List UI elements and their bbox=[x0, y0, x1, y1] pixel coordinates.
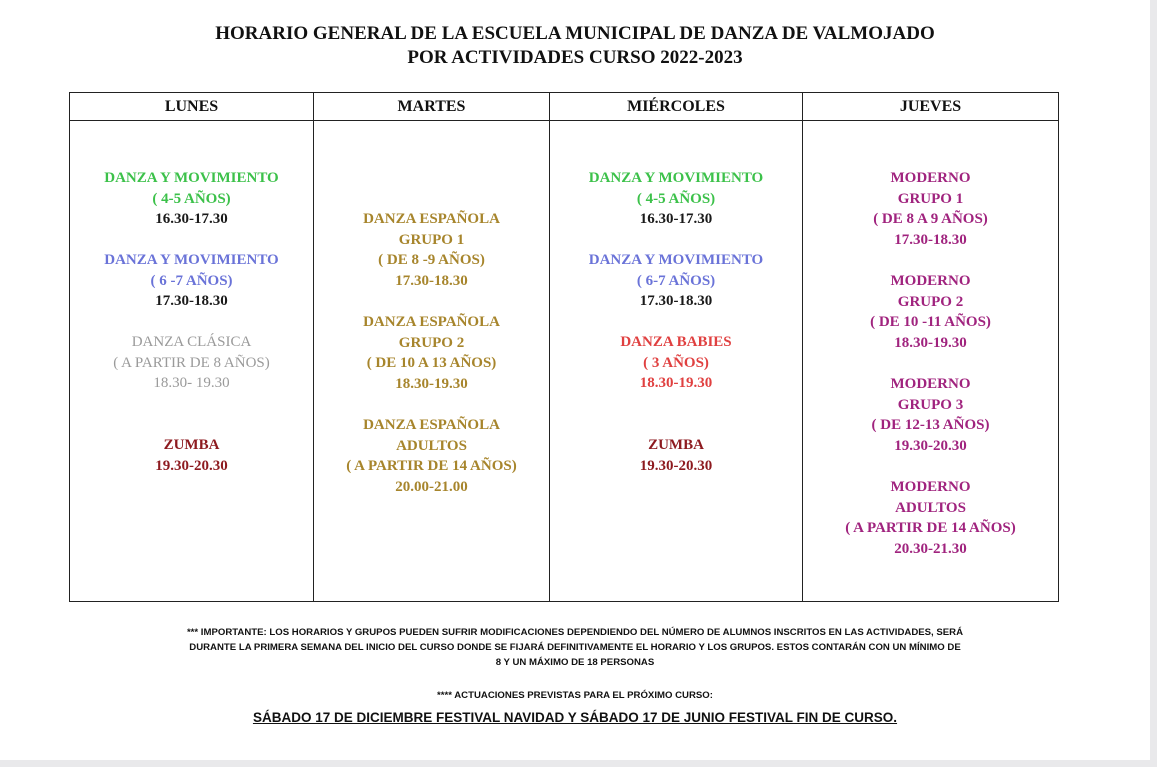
cell-jueves bbox=[803, 121, 1059, 602]
cell-lunes bbox=[70, 121, 314, 602]
activity-moderno-grupo-1 bbox=[803, 168, 1058, 250]
activity-time: 18.30-19.30 bbox=[894, 334, 967, 351]
activity-time: 17.30-18.30 bbox=[395, 272, 468, 289]
activity-group: GRUPO 2 bbox=[897, 293, 964, 310]
activity-danza-movimiento-6-7 bbox=[550, 250, 802, 312]
activity-time: 20.30-21.30 bbox=[894, 540, 967, 557]
header-lunes: LUNES bbox=[70, 93, 314, 121]
activity-name: DANZA Y MOVIMIENTO bbox=[588, 170, 764, 186]
activity-danza-espanola-grupo-2 bbox=[314, 312, 549, 394]
activity-age: ( DE 12-13 AÑOS) bbox=[871, 417, 990, 433]
table-header-row bbox=[70, 93, 1059, 121]
activity-time: 18.30- 19.30 bbox=[153, 375, 230, 391]
activity-moderno-adultos bbox=[803, 477, 1058, 559]
activity-name: DANZA Y MOVIMIENTO bbox=[104, 252, 279, 268]
activity-name: MODERNO bbox=[890, 170, 971, 186]
activity-danza-movimiento-4-5 bbox=[70, 168, 313, 230]
note-line-3: 8 Y UN MÁXIMO DE 18 PERSONAS bbox=[495, 657, 655, 668]
header-martes: MARTES bbox=[314, 93, 550, 121]
activity-group: ADULTOS bbox=[895, 499, 966, 516]
header-miercoles: MIÉRCOLES bbox=[550, 93, 803, 121]
activity-name: MODERNO bbox=[890, 273, 971, 289]
activity-age: ( DE 10 A 13 AÑOS) bbox=[366, 355, 497, 371]
activity-time: 18.30-19.30 bbox=[395, 375, 468, 392]
activity-danza-movimiento-4-5 bbox=[550, 168, 802, 230]
activity-moderno-grupo-2 bbox=[803, 271, 1058, 353]
activity-name: DANZA Y MOVIMIENTO bbox=[588, 252, 764, 268]
activity-group: GRUPO 1 bbox=[897, 190, 964, 207]
activity-danza-espanola-adultos bbox=[314, 415, 549, 497]
activity-age: ( 3 AÑOS) bbox=[643, 354, 709, 371]
activity-age: ( 4-5 AÑOS) bbox=[636, 190, 716, 207]
activity-age: ( 4-5 AÑOS) bbox=[152, 190, 231, 207]
activity-name: DANZA ESPAÑOLA bbox=[363, 314, 500, 330]
activity-age: ( 6-7 AÑOS) bbox=[636, 272, 716, 289]
activity-moderno-grupo-3 bbox=[803, 374, 1058, 456]
activity-name: DANZA ESPAÑOLA bbox=[363, 211, 500, 227]
activity-age: ( A PARTIR DE 14 AÑOS) bbox=[346, 458, 517, 474]
activity-time: 18.30-19.30 bbox=[639, 375, 713, 391]
activity-group: ADULTOS bbox=[396, 437, 467, 454]
activity-group: GRUPO 3 bbox=[897, 396, 964, 413]
activity-time: 20.00-21.00 bbox=[395, 478, 468, 495]
header-jueves: JUEVES bbox=[803, 93, 1059, 121]
activity-name: MODERNO bbox=[890, 479, 971, 495]
activity-danza-movimiento-6-7 bbox=[70, 250, 313, 312]
activity-age: ( A PARTIR DE 14 AÑOS) bbox=[845, 520, 1016, 536]
events-list: SÁBADO 17 DE DICIEMBRE FESTIVAL NAVIDAD Y SÁBADO 17 DE JUNIO FESTIVAL FIN DE CURSO. bbox=[252, 710, 898, 725]
schedule-table bbox=[69, 92, 1059, 602]
activity-group: GRUPO 1 bbox=[398, 231, 465, 248]
activity-danza-clasica bbox=[70, 332, 313, 394]
activity-age: ( A PARTIR DE 8 AÑOS) bbox=[113, 354, 270, 371]
activity-time: 16.30-17.30 bbox=[639, 211, 713, 227]
table-body-row bbox=[70, 121, 1059, 602]
important-note bbox=[50, 625, 1100, 670]
activity-age: ( DE 8 A 9 AÑOS) bbox=[873, 211, 988, 227]
note-line-2: DURANTE LA PRIMERA SEMANA DEL INICIO DEL CURSO DONDE SE FIJARÁ DEFINITIVAMENTE EL HORARIO Y LOS GRUPOS. ESTOS CONTARÁN CON UN MÍNIMO DE bbox=[189, 642, 961, 653]
activity-name: MODERNO bbox=[890, 376, 971, 392]
activity-danza-babies bbox=[550, 332, 802, 394]
activity-time: 17.30-18.30 bbox=[639, 293, 713, 309]
activity-time: 19.30-20.30 bbox=[639, 457, 713, 474]
activity-name: DANZA BABIES bbox=[620, 334, 732, 350]
activity-danza-espanola-grupo-1 bbox=[314, 209, 549, 291]
activity-zumba bbox=[70, 435, 313, 476]
activity-time: 19.30-20.30 bbox=[155, 457, 228, 474]
activity-name: DANZA CLÁSICA bbox=[131, 334, 252, 350]
activity-name: ZUMBA bbox=[648, 437, 704, 453]
activity-name: DANZA Y MOVIMIENTO bbox=[104, 170, 279, 186]
activity-time: 17.30-18.30 bbox=[894, 231, 967, 248]
title-line-1: HORARIO GENERAL DE LA ESCUELA MUNICIPAL DE DANZA DE VALMOJADO bbox=[215, 23, 935, 44]
cell-martes bbox=[314, 121, 550, 602]
activity-time: 17.30-18.30 bbox=[155, 293, 228, 309]
activity-age: ( DE 10 -11 AÑOS) bbox=[870, 314, 991, 330]
activity-group: GRUPO 2 bbox=[398, 334, 465, 351]
activity-zumba bbox=[550, 435, 802, 476]
events-heading: **** ACTUACIONES PREVISTAS PARA EL PRÓXIMO CURSO: bbox=[437, 690, 713, 701]
activity-name: ZUMBA bbox=[163, 437, 220, 453]
title-line-2: POR ACTIVIDADES CURSO 2022-2023 bbox=[407, 47, 743, 68]
activity-time: 19.30-20.30 bbox=[894, 437, 967, 454]
note-line-1: *** IMPORTANTE: LOS HORARIOS Y GRUPOS PUEDEN SUFRIR MODIFICACIONES DEPENDIENDO DEL NÚMERO DE ALUMNOS INSCRITOS EN LAS ACTIVIDADES, SERÁ bbox=[186, 627, 964, 638]
activity-name: DANZA ESPAÑOLA bbox=[363, 417, 500, 433]
activity-time: 16.30-17.30 bbox=[155, 211, 228, 227]
document-title bbox=[0, 22, 1150, 70]
activity-age: ( DE 8 -9 AÑOS) bbox=[378, 252, 485, 268]
cell-miercoles bbox=[550, 121, 803, 602]
activity-age: ( 6 -7 AÑOS) bbox=[150, 272, 233, 289]
